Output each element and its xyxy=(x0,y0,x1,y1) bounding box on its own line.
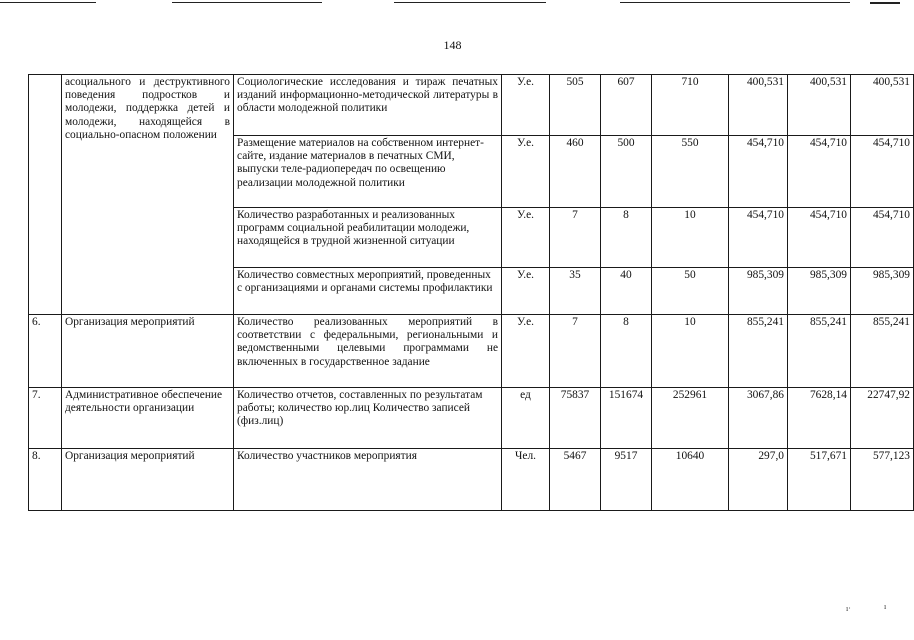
sum-cell: 985,309 xyxy=(729,268,788,315)
activity-name-cell: асоциального и деструктивного поведения подростков и молодежи, поддержка детей и молодежи, находящейся в социально-опасном положении xyxy=(62,75,234,315)
value-cell: 151674 xyxy=(601,388,652,449)
indicator-cell: Количество реализованных мероприятий в соответствии с федеральными, региональными и ведомственными целевыми программами не включенных в государственное задание xyxy=(234,315,502,388)
scan-rule xyxy=(870,2,900,4)
unit-cell: У.е. xyxy=(502,75,550,136)
value-cell: 8 xyxy=(601,208,652,268)
sum-cell: 454,710 xyxy=(729,136,788,208)
unit-cell: У.е. xyxy=(502,208,550,268)
value-cell: 8 xyxy=(601,315,652,388)
value-cell: 40 xyxy=(601,268,652,315)
value-cell: 710 xyxy=(652,75,729,136)
sum-cell: 7628,14 xyxy=(788,388,851,449)
value-cell: 10 xyxy=(652,315,729,388)
activity-name-cell: Организация мероприятий xyxy=(62,449,234,511)
sum-cell: 855,241 xyxy=(851,315,914,388)
unit-cell: ед xyxy=(502,388,550,449)
row-number-cell xyxy=(29,75,62,315)
value-cell: 35 xyxy=(550,268,601,315)
table-row xyxy=(29,75,914,136)
indicators-table xyxy=(28,74,914,511)
row-number-cell: 6. xyxy=(29,315,62,388)
value-cell: 7 xyxy=(550,208,601,268)
value-cell: 550 xyxy=(652,136,729,208)
value-cell: 9517 xyxy=(601,449,652,511)
table-row xyxy=(29,388,914,449)
sum-cell: 517,671 xyxy=(788,449,851,511)
sum-cell: 454,710 xyxy=(851,136,914,208)
scan-speck: ı· xyxy=(846,604,851,613)
value-cell: 460 xyxy=(550,136,601,208)
unit-cell: У.е. xyxy=(502,315,550,388)
value-cell: 50 xyxy=(652,268,729,315)
unit-cell: У.е. xyxy=(502,268,550,315)
sum-cell: 400,531 xyxy=(729,75,788,136)
value-cell: 607 xyxy=(601,75,652,136)
value-cell: 252961 xyxy=(652,388,729,449)
value-cell: 7 xyxy=(550,315,601,388)
activity-name-cell: Административное обеспечение деятельности организации xyxy=(62,388,234,449)
scan-speck: ı xyxy=(884,602,887,611)
indicator-cell: Количество совместных мероприятий, проведенных с организациями и органами системы профилактики xyxy=(234,268,502,315)
sum-cell: 577,123 xyxy=(851,449,914,511)
value-cell: 10640 xyxy=(652,449,729,511)
page-number: 148 xyxy=(443,38,462,52)
unit-cell: Чел. xyxy=(502,449,550,511)
indicator-cell: Количество разработанных и реализованных программ социальной реабилитации молодежи, находящейся в трудной жизненной ситуации xyxy=(234,208,502,268)
scan-rule xyxy=(0,2,96,3)
unit-cell: У.е. xyxy=(502,136,550,208)
scan-rule xyxy=(172,2,322,3)
sum-cell: 400,531 xyxy=(788,75,851,136)
indicator-cell: Размещение материалов на собственном интернет-сайте, издание материалов в печатных СМИ, выпуски теле-радиопередач по освещению реализации молодежной политики xyxy=(234,136,502,208)
indicator-cell: Количество участников мероприятия xyxy=(234,449,502,511)
scan-rule xyxy=(394,2,546,3)
sum-cell: 855,241 xyxy=(788,315,851,388)
sum-cell: 454,710 xyxy=(729,208,788,268)
table-row xyxy=(29,449,914,511)
table-row xyxy=(29,315,914,388)
value-cell: 5467 xyxy=(550,449,601,511)
sum-cell: 855,241 xyxy=(729,315,788,388)
row-number-cell: 8. xyxy=(29,449,62,511)
sum-cell: 454,710 xyxy=(788,136,851,208)
sum-cell: 985,309 xyxy=(788,268,851,315)
value-cell: 500 xyxy=(601,136,652,208)
value-cell: 10 xyxy=(652,208,729,268)
sum-cell: 985,309 xyxy=(851,268,914,315)
sum-cell: 400,531 xyxy=(851,75,914,136)
indicator-cell: Социологические исследования и тираж печатных изданий информационно-методической литературы в области молодежной политики xyxy=(234,75,502,136)
indicator-cell: Количество отчетов, составленных по результатам работы; количество юр.лиц Количество записей (физ.лиц) xyxy=(234,388,502,449)
value-cell: 505 xyxy=(550,75,601,136)
sum-cell: 454,710 xyxy=(788,208,851,268)
sum-cell: 3067,86 xyxy=(729,388,788,449)
activity-name-cell: Организация мероприятий xyxy=(62,315,234,388)
sum-cell: 297,0 xyxy=(729,449,788,511)
sum-cell: 454,710 xyxy=(851,208,914,268)
scan-rule xyxy=(620,2,850,3)
sum-cell: 22747,92 xyxy=(851,388,914,449)
row-number-cell: 7. xyxy=(29,388,62,449)
value-cell: 75837 xyxy=(550,388,601,449)
